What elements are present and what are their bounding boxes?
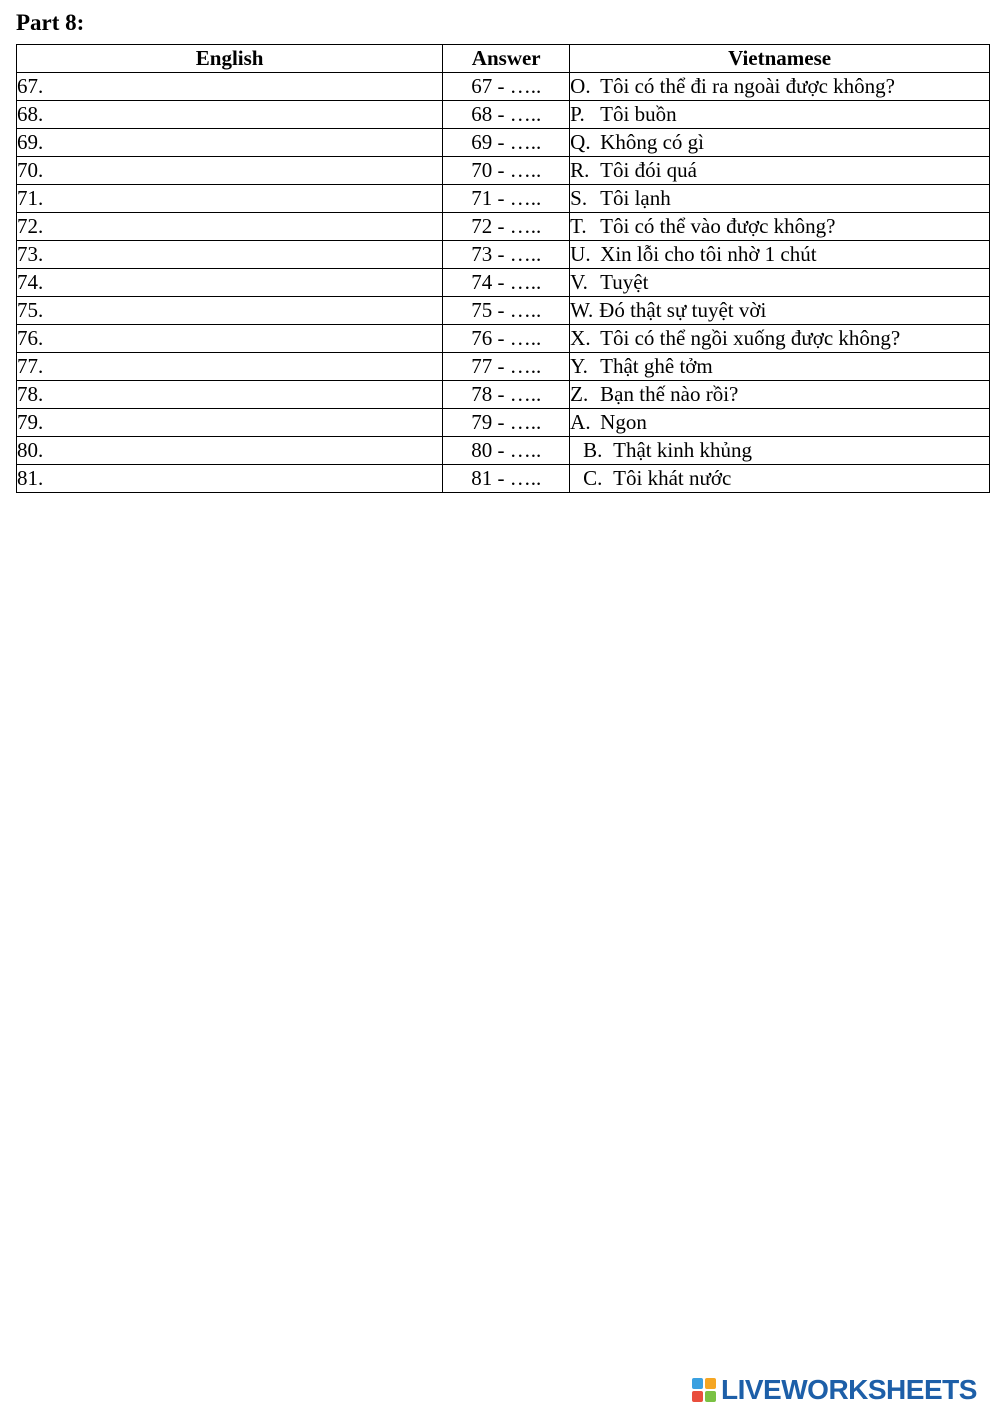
option-text: Tôi lạnh: [600, 186, 671, 210]
table-row: [17, 465, 990, 493]
option-text: Xin lỗi cho tôi nhờ 1 chút: [600, 242, 817, 266]
table-row: [17, 213, 990, 241]
answer-blank[interactable]: 77 - …..: [443, 353, 570, 381]
option-letter: P.: [570, 102, 585, 126]
english-item-number[interactable]: 71.: [17, 185, 443, 213]
option-text: Tôi đói quá: [600, 158, 697, 182]
english-item-number[interactable]: 75.: [17, 297, 443, 325]
option-letter: V.: [570, 270, 588, 294]
vietnamese-option: [570, 437, 990, 465]
vietnamese-option: [570, 409, 990, 437]
option-letter: X.: [570, 326, 591, 350]
answer-blank[interactable]: 74 - …..: [443, 269, 570, 297]
option-letter: O.: [570, 74, 591, 98]
vietnamese-column-header: Vietnamese: [570, 45, 990, 73]
logo-square-orange: [705, 1378, 716, 1389]
option-letter: S.: [570, 186, 588, 210]
option-letter: A.: [570, 410, 591, 434]
option-text: Tôi có thể ngồi xuống được không?: [600, 326, 901, 350]
table-row: [17, 157, 990, 185]
table-row: [17, 409, 990, 437]
logo-square-blue: [692, 1378, 703, 1389]
table-row: [17, 185, 990, 213]
vietnamese-option: [570, 185, 990, 213]
option-letter: R.: [570, 158, 590, 182]
option-letter: Z.: [570, 382, 589, 406]
english-item-number[interactable]: 70.: [17, 157, 443, 185]
option-letter: C.: [583, 466, 603, 490]
option-text: Tuyệt: [600, 270, 649, 294]
option-text: Không có gì: [600, 130, 704, 154]
vietnamese-option: [570, 241, 990, 269]
table-row: [17, 381, 990, 409]
answer-blank[interactable]: 75 - …..: [443, 297, 570, 325]
english-item-number[interactable]: 79.: [17, 409, 443, 437]
english-column-header: English: [17, 45, 443, 73]
vietnamese-option: [570, 129, 990, 157]
option-text: Tôi có thể vào được không?: [600, 214, 836, 238]
part-title: Part 8:: [16, 10, 85, 35]
option-text: Ngon: [600, 410, 647, 434]
option-letter: T.: [570, 214, 587, 238]
option-text: Đó thật sự tuyệt vời: [599, 298, 767, 322]
vietnamese-option: [570, 381, 990, 409]
english-item-number[interactable]: 81.: [17, 465, 443, 493]
answer-blank[interactable]: 79 - …..: [443, 409, 570, 437]
table-row: [17, 73, 990, 101]
answer-blank[interactable]: 73 - …..: [443, 241, 570, 269]
vietnamese-option: [570, 465, 990, 493]
matching-table: [16, 44, 990, 493]
vietnamese-option: [570, 101, 990, 129]
option-letter: Q.: [570, 130, 591, 154]
vietnamese-option: [570, 157, 990, 185]
answer-column-header: Answer: [443, 45, 570, 73]
table-row: [17, 101, 990, 129]
english-item-number[interactable]: 77.: [17, 353, 443, 381]
answer-blank[interactable]: 81 - …..: [443, 465, 570, 493]
table-row: [17, 437, 990, 465]
english-item-number[interactable]: 69.: [17, 129, 443, 157]
english-item-number[interactable]: 67.: [17, 73, 443, 101]
table-row: [17, 241, 990, 269]
answer-blank[interactable]: 69 - …..: [443, 129, 570, 157]
option-letter: W.: [570, 298, 594, 322]
answer-blank[interactable]: 67 - …..: [443, 73, 570, 101]
vietnamese-option: [570, 269, 990, 297]
option-text: Tôi có thể đi ra ngoài được không?: [600, 74, 895, 98]
option-letter: Y.: [570, 354, 588, 378]
vietnamese-option: [570, 73, 990, 101]
answer-blank[interactable]: 78 - …..: [443, 381, 570, 409]
liveworksheets-logo: [692, 1374, 977, 1406]
table-row: [17, 353, 990, 381]
option-text: Tôi khát nước: [613, 466, 732, 490]
answer-blank[interactable]: 68 - …..: [443, 101, 570, 129]
liveworksheets-logo-icon: [692, 1378, 716, 1402]
answer-blank[interactable]: 72 - …..: [443, 213, 570, 241]
answer-blank[interactable]: 76 - …..: [443, 325, 570, 353]
logo-square-red: [692, 1391, 703, 1402]
english-item-number[interactable]: 78.: [17, 381, 443, 409]
english-item-number[interactable]: 80.: [17, 437, 443, 465]
table-header-row: [17, 45, 990, 73]
table-row: [17, 129, 990, 157]
vietnamese-option: [570, 297, 990, 325]
answer-blank[interactable]: 71 - …..: [443, 185, 570, 213]
vietnamese-option: [570, 353, 990, 381]
option-letter: B.: [583, 438, 603, 462]
english-item-number[interactable]: 72.: [17, 213, 443, 241]
option-text: Thật kinh khủng: [613, 438, 752, 462]
option-text: Tôi buồn: [600, 102, 677, 126]
english-item-number[interactable]: 68.: [17, 101, 443, 129]
option-text: Thật ghê tởm: [600, 354, 713, 378]
answer-blank[interactable]: 80 - …..: [443, 437, 570, 465]
table-row: [17, 325, 990, 353]
vietnamese-option: [570, 213, 990, 241]
logo-square-green: [705, 1391, 716, 1402]
table-body: [17, 73, 990, 493]
option-text: Bạn thế nào rồi?: [600, 382, 739, 406]
option-letter: U.: [570, 242, 591, 266]
vietnamese-option: [570, 325, 990, 353]
english-item-number[interactable]: 73.: [17, 241, 443, 269]
logo-text: LIVEWORKSHEETS: [721, 1374, 977, 1405]
english-item-number[interactable]: 76.: [17, 325, 443, 353]
answer-blank[interactable]: 70 - …..: [443, 157, 570, 185]
table-row: [17, 297, 990, 325]
table-row: [17, 269, 990, 297]
english-item-number[interactable]: 74.: [17, 269, 443, 297]
